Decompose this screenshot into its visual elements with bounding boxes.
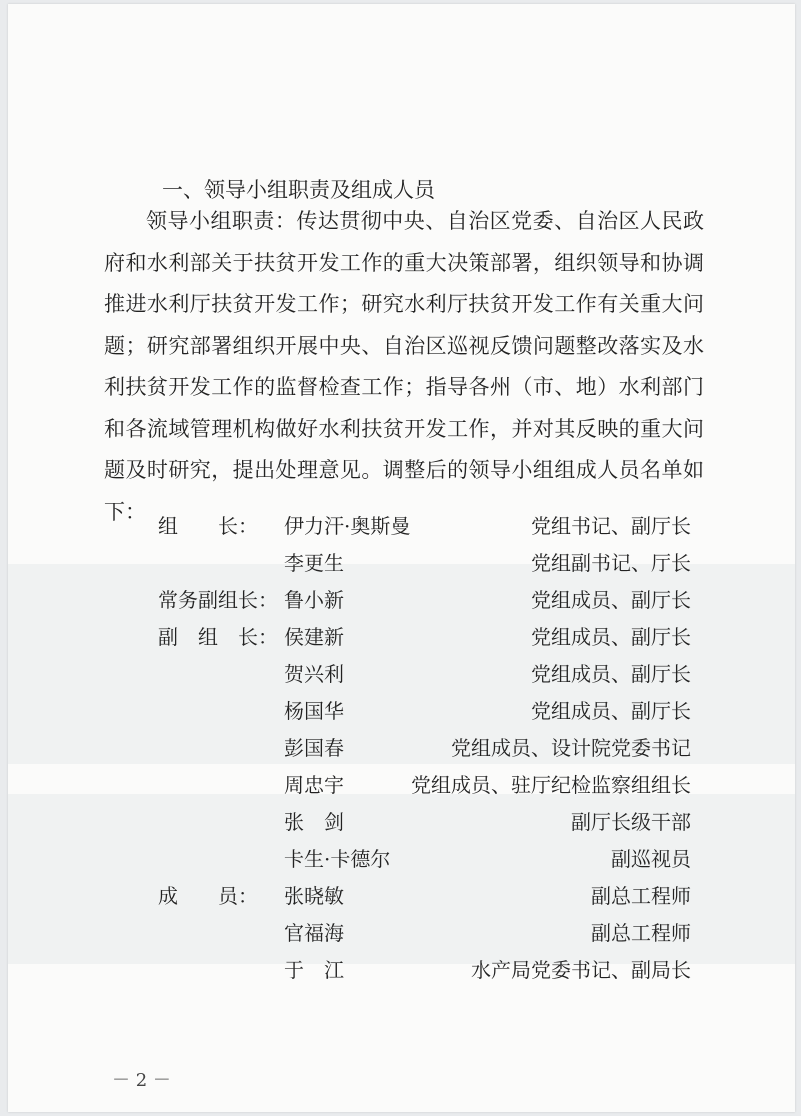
member-title: 副总工程师 <box>591 921 691 945</box>
member-name: 李更生 <box>284 551 344 575</box>
member-row <box>8 730 795 766</box>
member-name: 张晓敏 <box>284 884 344 908</box>
member-name: 张 剑 <box>284 810 344 834</box>
member-name: 杨国华 <box>284 699 344 723</box>
member-row <box>8 508 795 544</box>
section-heading: 一、领导小组职责及组成人员 <box>162 178 435 202</box>
section-paragraph: 领导小组职责：传达贯彻中央、自治区党委、自治区人民政府和水利部关于扶贫开发工作的重大决策部署，组织领导和协调推进水利厅扶贫开发工作；研究水利厅扶贫开发工作有关重大问题；研究部署组织开展中央、自治区巡视反馈问题整改落实及水利扶贫开发工作的监督检查工作；指导各州（市、地）水利部门和各流域管理机构做好水利扶贫开发工作，并对其反映的重大问题及时研究，提出处理意见。调整后的领导小组组成人员名单如下： <box>104 209 704 524</box>
member-title: 副厅长级干部 <box>571 810 691 834</box>
member-title: 党组副书记、厅长 <box>531 551 691 575</box>
member-row <box>8 767 795 803</box>
member-row <box>8 693 795 729</box>
member-row <box>8 915 795 951</box>
member-title: 党组成员、设计院党委书记 <box>451 736 691 760</box>
member-row <box>8 804 795 840</box>
member-name: 卡生·卡德尔 <box>284 847 391 871</box>
member-title: 党组成员、副厅长 <box>531 588 691 612</box>
member-name: 彭国春 <box>284 736 344 760</box>
member-title: 副总工程师 <box>591 884 691 908</box>
member-name: 贺兴利 <box>284 662 344 686</box>
member-title: 党组成员、副厅长 <box>531 625 691 649</box>
member-title: 党组成员、驻厅纪检监察组组长 <box>411 773 691 797</box>
member-title: 党组成员、副厅长 <box>531 662 691 686</box>
member-row <box>8 952 795 988</box>
member-row <box>8 619 795 655</box>
document-page <box>8 4 795 1112</box>
member-row <box>8 582 795 618</box>
member-row <box>8 656 795 692</box>
member-title: 党组书记、副厅长 <box>531 514 691 538</box>
member-row <box>8 841 795 877</box>
member-name: 伊力汗·奥斯曼 <box>284 514 411 538</box>
member-name: 侯建新 <box>284 625 344 649</box>
member-role: 副 组 长： <box>158 625 278 649</box>
member-name: 鲁小新 <box>284 588 344 612</box>
member-name: 官福海 <box>284 921 344 945</box>
member-name: 于 江 <box>284 958 344 982</box>
member-role: 组 长： <box>158 514 258 538</box>
member-title: 党组成员、副厅长 <box>531 699 691 723</box>
page-number: － 2 － <box>112 1070 171 1091</box>
member-row <box>8 878 795 914</box>
member-title: 副巡视员 <box>611 847 691 871</box>
member-row <box>8 545 795 581</box>
member-name: 周忠宇 <box>284 773 344 797</box>
member-role: 成 员： <box>158 884 258 908</box>
member-title: 水产局党委书记、副局长 <box>471 958 691 982</box>
member-role: 常务副组长： <box>158 588 278 612</box>
